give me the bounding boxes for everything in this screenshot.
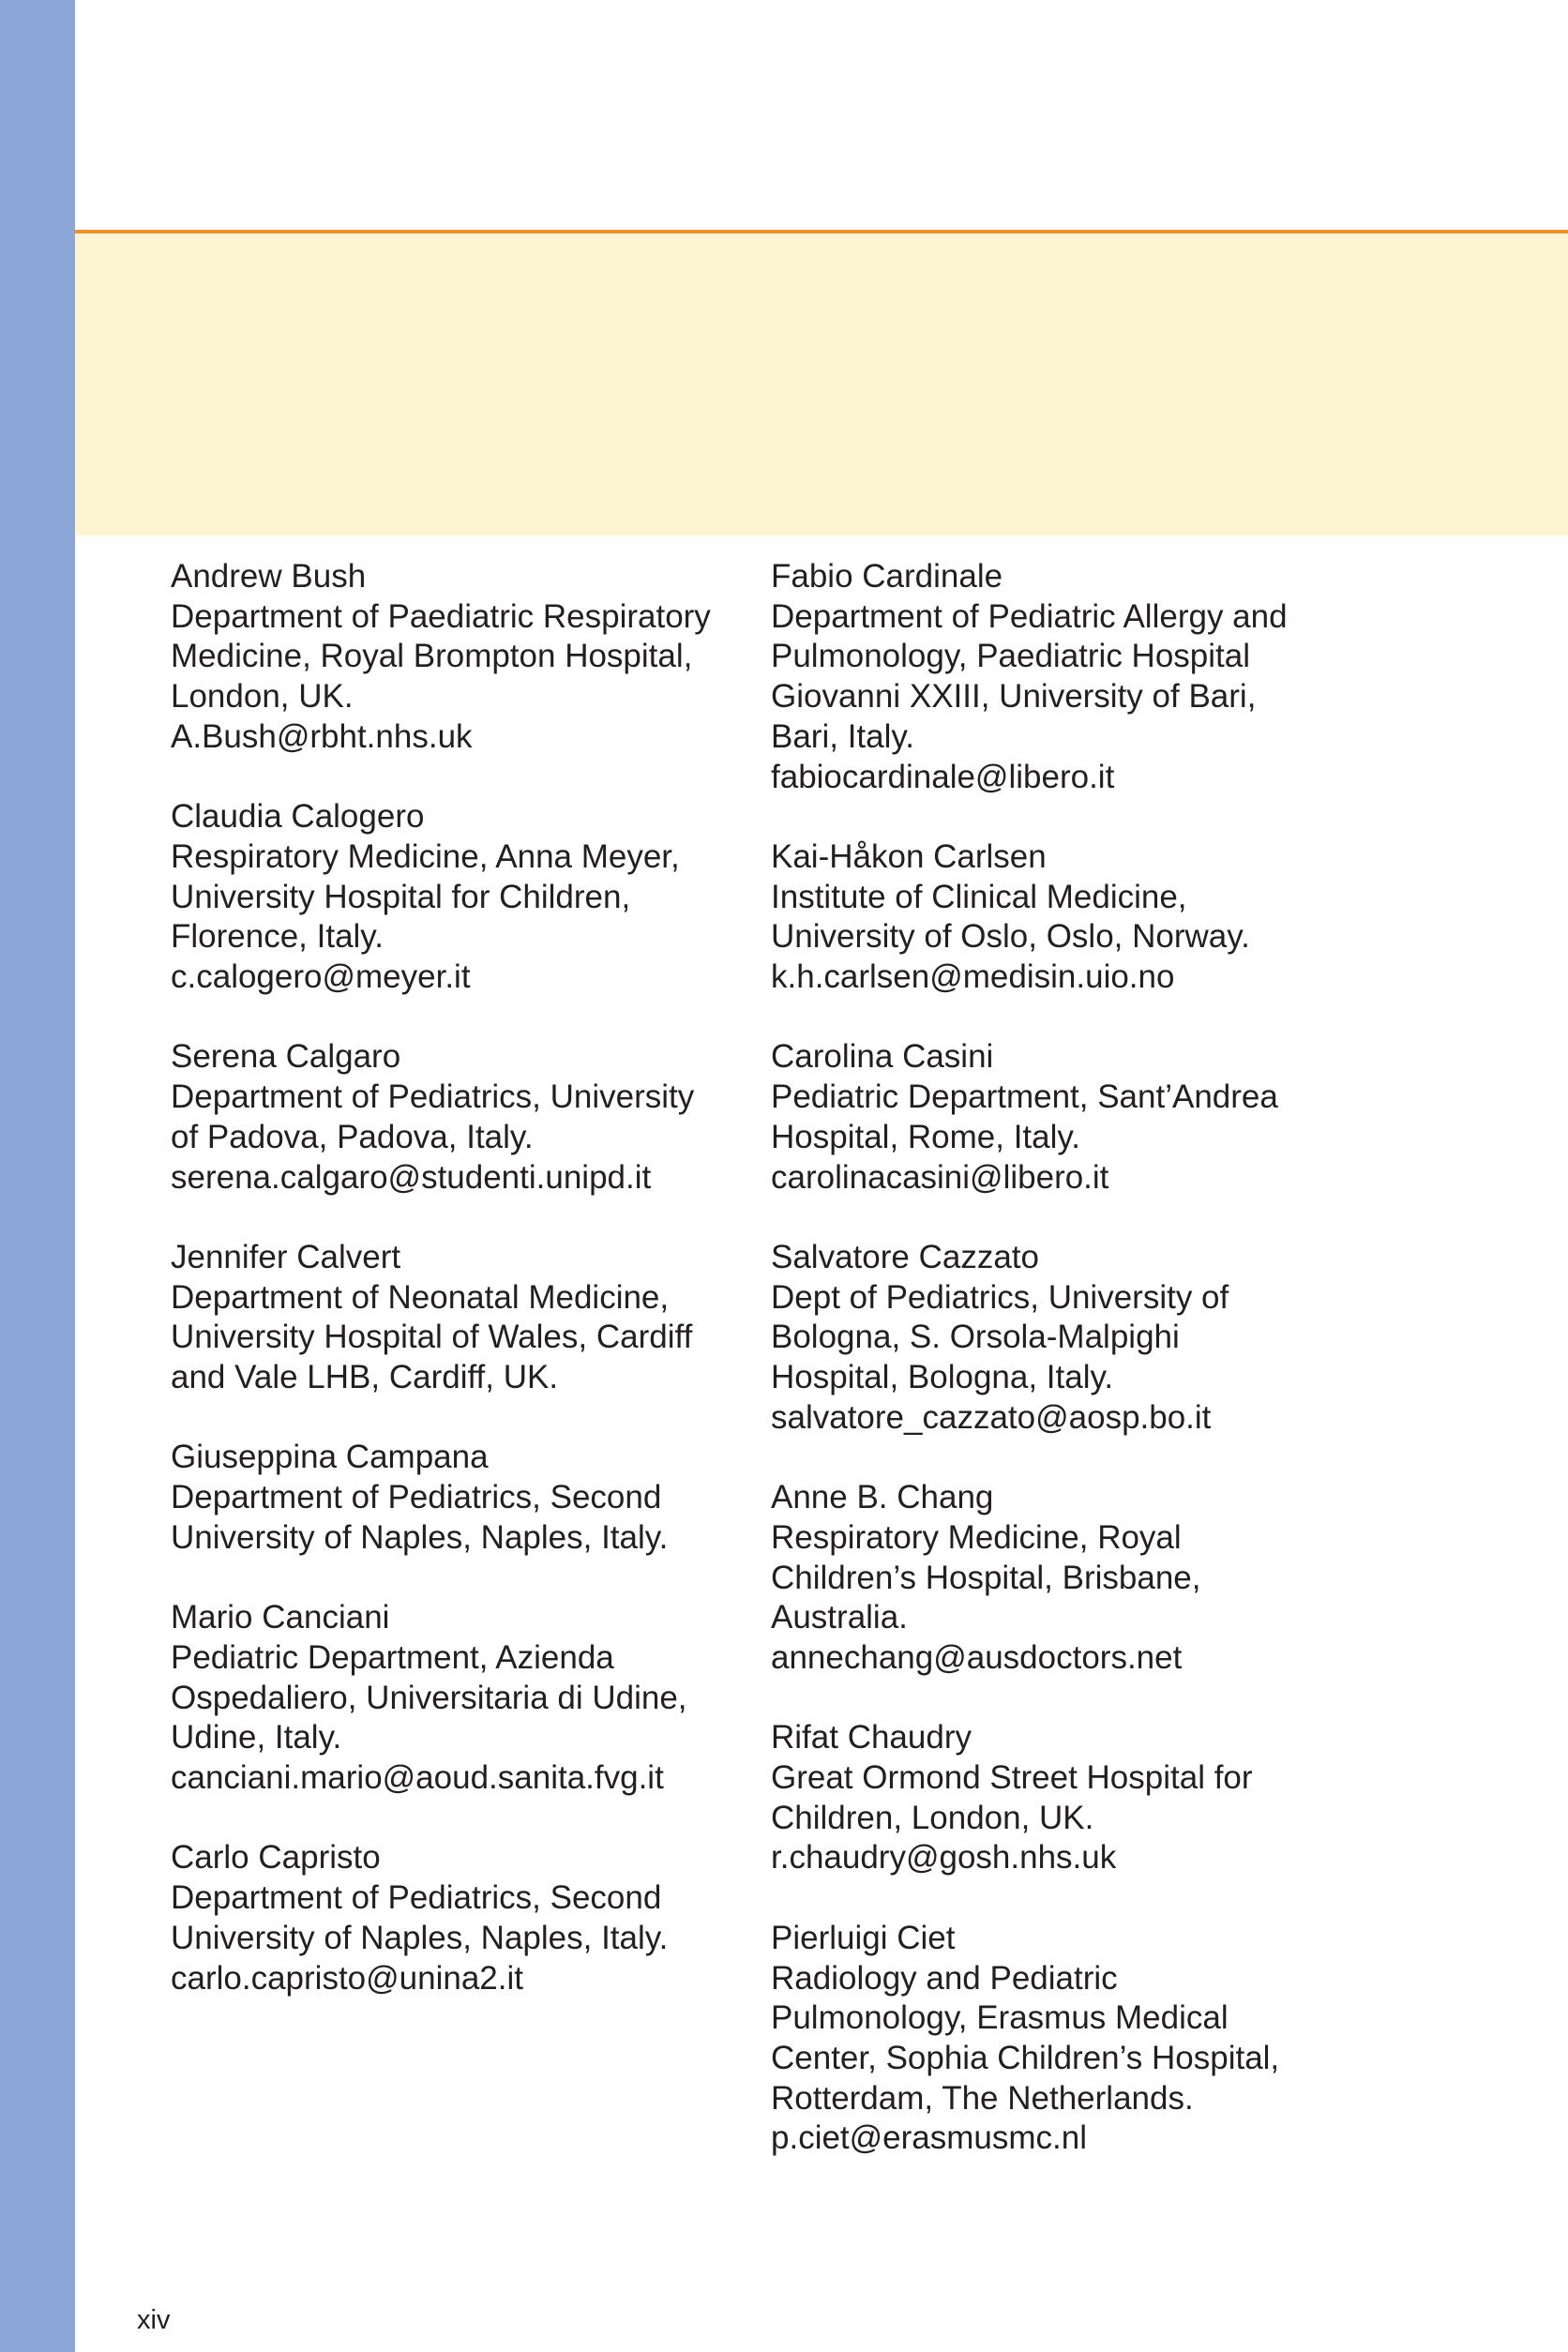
contributor-entry <box>171 1598 771 1799</box>
affiliation-line: Pediatric Department, Azienda <box>171 1638 614 1676</box>
header-band <box>75 234 1568 535</box>
contributor-email: annechang@ausdoctors.net <box>771 1638 1183 1676</box>
affiliation-line: Department of Pediatric Allergy and <box>771 597 1288 635</box>
affiliation-line: Children’s Hospital, Brisbane, <box>771 1559 1201 1596</box>
contributor-name: Carolina Casini <box>771 1038 994 1076</box>
contributor-name: Fabio Cardinale <box>771 558 1003 595</box>
contributor-entry <box>771 1718 1371 1878</box>
affiliation-line: Children, London, UK. <box>771 1799 1094 1836</box>
contributor-email: canciani.mario@aoud.sanita.fvg.it <box>171 1759 664 1797</box>
contributor-name: Giuseppina Campana <box>171 1439 489 1476</box>
affiliation-line: Respiratory Medicine, Anna Meyer, <box>171 837 680 875</box>
contributor-email: c.calogero@meyer.it <box>171 958 471 996</box>
affiliation-line: Department of Paediatric Respiratory <box>171 597 711 635</box>
affiliation-line: University Hospital for Children, <box>171 878 631 915</box>
affiliation-line: Medicine, Royal Brompton Hospital, <box>171 638 693 675</box>
contributor-email: k.h.carlsen@medisin.uio.no <box>771 958 1175 996</box>
affiliation-line: Center, Sophia Children’s Hospital, <box>771 2039 1280 2076</box>
contributor-name: Andrew Bush <box>171 558 367 595</box>
affiliation-line: Department of Pediatrics, Second <box>171 1879 662 1917</box>
side-color-bar <box>0 0 75 2352</box>
contributor-name: Carlo Capristo <box>171 1839 381 1877</box>
affiliation-line: and Vale LHB, Cardiff, UK. <box>171 1359 559 1396</box>
contributor-entry <box>771 837 1371 998</box>
affiliation-line: Radiology and Pediatric <box>771 1959 1118 1997</box>
affiliation-line: Giovanni XXIII, University of Bari, <box>771 678 1257 716</box>
affiliation-line: University of Naples, Naples, Italy. <box>171 1919 669 1956</box>
affiliation-line: Department of Pediatrics, Second <box>171 1479 662 1516</box>
affiliation-line: Hospital, Rome, Italy. <box>771 1118 1081 1155</box>
affiliation-line: Dept of Pediatrics, University of <box>771 1278 1229 1316</box>
contributor-name: Serena Calgaro <box>171 1038 401 1076</box>
affiliation-line: Department of Neonatal Medicine, <box>171 1278 670 1316</box>
contributor-email: p.ciet@erasmusmc.nl <box>771 2119 1088 2157</box>
contributor-name: Claudia Calogero <box>171 798 425 836</box>
contributor-name: Jennifer Calvert <box>171 1238 401 1275</box>
affiliation-line: Bari, Italy. <box>771 717 915 755</box>
contributor-email: carlo.capristo@unina2.it <box>171 1959 523 1997</box>
affiliation-line: of Padova, Padova, Italy. <box>171 1118 534 1155</box>
contributor-entry <box>771 557 1371 797</box>
affiliation-line: Hospital, Bologna, Italy. <box>771 1359 1114 1396</box>
affiliation-line: Respiratory Medicine, Royal <box>771 1518 1182 1556</box>
contributor-email: r.chaudry@gosh.nhs.uk <box>771 1839 1117 1877</box>
contributor-entry <box>171 797 771 998</box>
contributor-name: Pierluigi Ciet <box>771 1919 956 1956</box>
page-number: xiv <box>137 2305 171 2335</box>
contributor-name: Anne B. Chang <box>771 1479 994 1516</box>
contributor-name: Salvatore Cazzato <box>771 1238 1039 1275</box>
affiliation-line: Great Ormond Street Hospital for <box>771 1759 1253 1797</box>
affiliation-line: Australia. <box>771 1599 908 1636</box>
affiliation-line: Florence, Italy. <box>171 918 384 956</box>
affiliation-line: University of Naples, Naples, Italy. <box>171 1518 669 1556</box>
affiliation-line: Pulmonology, Paediatric Hospital <box>771 638 1251 675</box>
contributor-name: Rifat Chaudry <box>771 1719 972 1756</box>
contributor-entry <box>171 1037 771 1198</box>
affiliation-line: University of Oslo, Oslo, Norway. <box>771 918 1250 956</box>
contributor-email: carolinacasini@libero.it <box>771 1158 1109 1196</box>
affiliation-line: Pulmonology, Erasmus Medical <box>771 1999 1229 2037</box>
contributor-email: A.Bush@rbht.nhs.uk <box>171 717 473 755</box>
contributor-entry <box>771 1919 1371 2159</box>
affiliation-line: Institute of Clinical Medicine, <box>771 878 1187 915</box>
affiliation-line: Bologna, S. Orsola-Malpighi <box>771 1319 1180 1356</box>
contributor-email: fabiocardinale@libero.it <box>771 758 1115 795</box>
contributors-column-left <box>171 557 771 2039</box>
contributor-entry <box>771 1037 1371 1198</box>
affiliation-line: University Hospital of Wales, Cardiff <box>171 1319 693 1356</box>
affiliation-line: Department of Pediatrics, University <box>171 1078 695 1116</box>
affiliation-line: London, UK. <box>171 678 354 716</box>
affiliation-line: Udine, Italy. <box>171 1719 342 1756</box>
contributor-email: salvatore_cazzato@aosp.bo.it <box>771 1398 1212 1436</box>
affiliation-line: Pediatric Department, Sant’Andrea <box>771 1078 1278 1116</box>
contributor-name: Kai-Håkon Carlsen <box>771 837 1047 875</box>
contributors-column-right <box>771 557 1371 2199</box>
contributor-entry <box>171 1238 771 1398</box>
contributor-entry <box>771 1238 1371 1439</box>
contributor-entry <box>171 1838 771 1998</box>
contributor-entry <box>771 1478 1371 1679</box>
contributor-email: serena.calgaro@studenti.unipd.it <box>171 1158 652 1196</box>
contributor-name: Mario Canciani <box>171 1599 390 1636</box>
contributor-entry <box>171 1438 771 1558</box>
contributor-entry <box>171 557 771 758</box>
affiliation-line: Ospedaliero, Universitaria di Udine, <box>171 1679 687 1716</box>
affiliation-line: Rotterdam, The Netherlands. <box>771 2079 1194 2117</box>
